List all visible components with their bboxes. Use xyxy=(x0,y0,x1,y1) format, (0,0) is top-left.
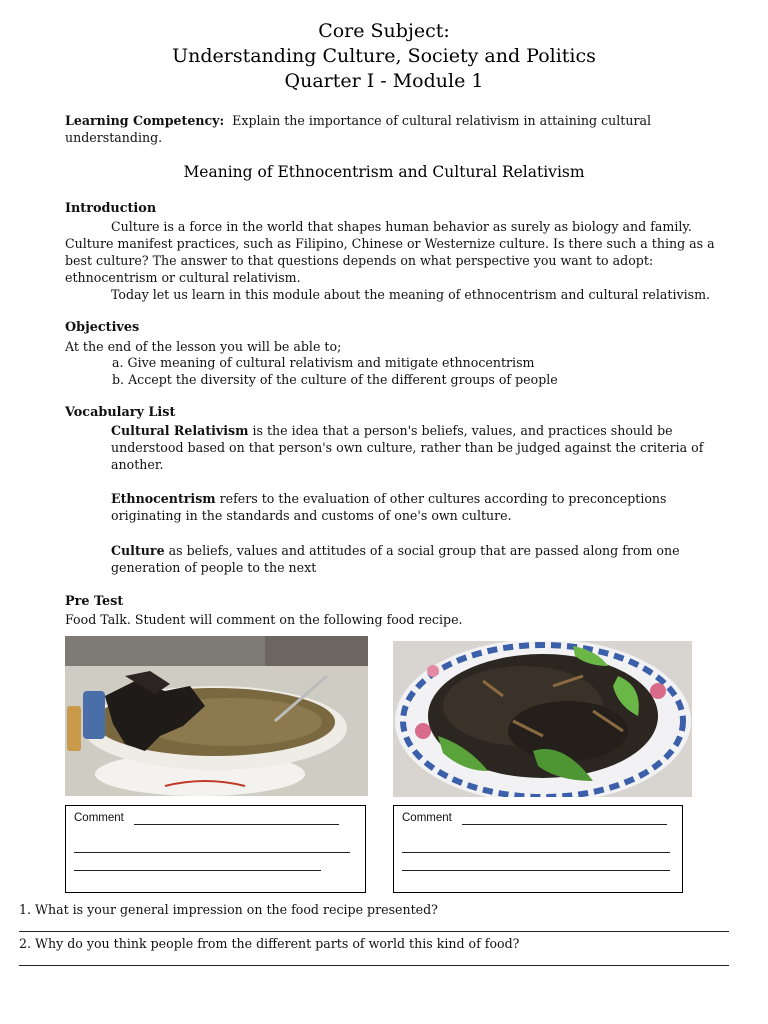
subject-name-title: Understanding Culture, Society and Politics xyxy=(172,45,596,67)
core-subject-title: Core Subject: xyxy=(318,20,450,42)
competency-label: Learning Competency: xyxy=(65,113,225,128)
vocab-definition: refers to the evaluation of other cultures according to preconceptions originating in the standards and customs of one's own culture. xyxy=(111,491,667,523)
comment-box-2[interactable] xyxy=(393,805,683,893)
vocab-entry-culture xyxy=(111,542,723,576)
lesson-title: Meaning of Ethnocentrism and Cultural Relativism xyxy=(183,163,585,181)
fried-insects-illustration xyxy=(393,641,692,797)
vocabulary-heading: Vocabulary List xyxy=(65,405,176,420)
introduction-body xyxy=(65,218,730,303)
bat-soup-illustration xyxy=(65,636,368,796)
comment-label: Comment xyxy=(402,812,452,824)
vocab-definition: as beliefs, values and attitudes of a social group that are passed along from one generation of people to the next xyxy=(111,543,680,575)
fried-insects-photo xyxy=(393,641,692,797)
objective-item: a. Give meaning of cultural relativism and mitigate ethnocentrism xyxy=(112,355,535,370)
comment-line[interactable] xyxy=(462,824,667,825)
competency-text: Explain the importance of cultural relativism in attaining cultural understanding. xyxy=(65,113,652,145)
comment-line[interactable] xyxy=(134,824,339,825)
question-1: 1. What is your general impression on the food recipe presented? xyxy=(19,902,438,917)
vocab-term: Culture xyxy=(111,543,165,558)
quarter-module-title: Quarter I - Module 1 xyxy=(284,70,484,92)
vocab-term: Ethnocentrism xyxy=(111,491,216,506)
comment-line[interactable] xyxy=(402,852,670,853)
introduction-paragraph-1: Culture is a force in the world that shapes human behavior as surely as biology and family. Culture manifest practices, such as Filipino, Chinese or Westernize culture. Is there such a thing as a best culture? The answer to that questions depends on what perspective you want to adopt: ethnocentrism or cultural relativism. xyxy=(65,219,715,285)
learning-competency xyxy=(65,112,705,146)
comment-label: Comment xyxy=(74,812,124,824)
comment-line[interactable] xyxy=(74,852,350,853)
comment-box-1[interactable] xyxy=(65,805,366,893)
introduction-paragraph-2: Today let us learn in this module about the meaning of ethnocentrism and cultural relativism. xyxy=(111,287,711,302)
vocab-term: Cultural Relativism xyxy=(111,423,249,438)
vocab-definition: is the idea that a person's beliefs, values, and practices should be understood based on that person's own culture, rather than be judged against the criteria of another. xyxy=(111,423,704,472)
objective-item: b. Accept the diversity of the culture of the different groups of people xyxy=(112,372,558,387)
objectives-lead: At the end of the lesson you will be able to; xyxy=(65,339,342,354)
comment-line[interactable] xyxy=(74,870,321,871)
pretest-instruction: Food Talk. Student will comment on the following food recipe. xyxy=(65,612,463,627)
pretest-heading: Pre Test xyxy=(65,594,124,609)
question-2: 2. Why do you think people from the different parts of world this kind of food? xyxy=(19,936,520,951)
vocab-entry-ethnocentrism xyxy=(111,490,723,524)
answer-line-2[interactable] xyxy=(19,965,729,966)
bat-soup-photo xyxy=(65,636,368,796)
introduction-heading: Introduction xyxy=(65,201,157,216)
comment-line[interactable] xyxy=(402,870,670,871)
answer-line-1[interactable] xyxy=(19,931,729,932)
vocab-entry-cultural-relativism xyxy=(111,422,723,473)
objectives-heading: Objectives xyxy=(65,320,140,335)
